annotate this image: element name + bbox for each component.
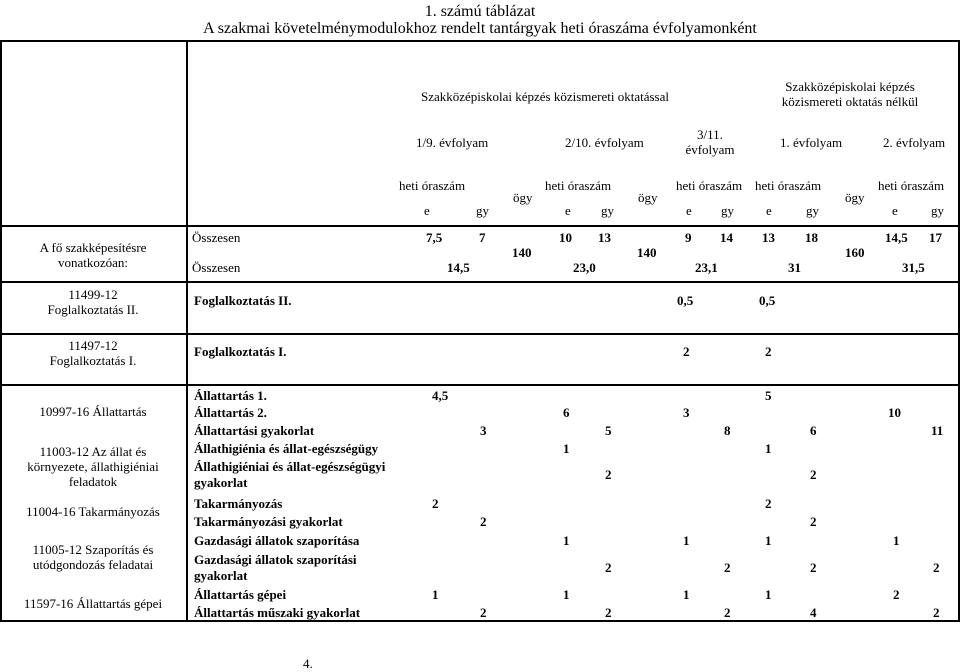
value: 2 xyxy=(765,496,772,511)
fo-label-line-1: A fő szakképesítésre xyxy=(39,240,147,255)
subject-takarmanyozasi-gyakorlat: Takarmányozási gyakorlat xyxy=(194,514,343,529)
ogy-2: ögy xyxy=(638,190,658,205)
module-11497-code: 11497-12 xyxy=(68,338,118,353)
rule xyxy=(0,40,2,622)
rule xyxy=(186,40,188,622)
subject-muszaki-gyakorlat: Állattartás műszaki gyakorlat xyxy=(194,605,361,620)
osszesen-value: 17 xyxy=(929,230,942,245)
value: 3 xyxy=(480,423,487,438)
osszesen-2-value: 14,5 xyxy=(447,260,470,275)
value: 2 xyxy=(605,467,612,482)
subject-allattartasi-gyakorlat: Állattartási gyakorlat xyxy=(194,423,315,438)
osszesen-value: 18 xyxy=(805,230,818,245)
value: 11 xyxy=(931,423,944,438)
value: 1 xyxy=(765,533,772,548)
subject-szaporitasi-gyakorlat-line-1: Gazdasági állatok szaporítási xyxy=(194,552,357,567)
rule xyxy=(0,225,960,227)
subject-foglalkoztatas-2: Foglalkoztatás II. xyxy=(194,293,292,308)
subject-foglalkoztatas-1: Foglalkoztatás I. xyxy=(194,344,287,359)
ogy-value: 140 xyxy=(512,245,532,260)
col-gy: gy xyxy=(931,203,944,218)
module-11003-line-2: környezete, állathigiéniai xyxy=(27,459,159,474)
osszesen-value: 14 xyxy=(720,230,733,245)
osszesen-value: 10 xyxy=(559,230,572,245)
table-title: A szakmai követelménymodulokhoz rendelt tantárgyak heti óraszáma évfolyamonként xyxy=(203,20,757,37)
module-11004: 11004-16 Takarmányozás xyxy=(26,504,160,519)
value: 5 xyxy=(765,388,772,403)
rule xyxy=(0,620,960,622)
value: 1 xyxy=(563,587,570,602)
value: 1 xyxy=(563,533,570,548)
value: 1 xyxy=(893,533,900,548)
osszesen-value: 9 xyxy=(685,230,692,245)
year-3-11-line-2: évfolyam xyxy=(685,142,735,157)
value: 2 xyxy=(765,344,772,359)
table-number: 1. számú táblázat xyxy=(424,3,536,20)
value: 2 xyxy=(605,560,612,575)
value: 1 xyxy=(683,533,690,548)
subject-allattartas-2: Állattartás 2. xyxy=(194,405,267,420)
value: 1 xyxy=(563,441,570,456)
year-1: 1. évfolyam xyxy=(780,135,843,150)
osszesen-value: 14,5 xyxy=(885,230,908,245)
col-e: e xyxy=(565,203,571,218)
rule xyxy=(0,384,960,386)
col-e: e xyxy=(892,203,898,218)
rule xyxy=(0,40,960,42)
value: 2 xyxy=(605,605,612,620)
subject-allathigienia: Állathigiénia és állat-egészségügy xyxy=(194,441,379,456)
value: 2 xyxy=(893,587,900,602)
subject-allathigieniai-gyakorlat-line-1: Állathigiéniai és állat-egészségügyi xyxy=(194,459,386,474)
ogy-value: 160 xyxy=(845,245,865,260)
osszesen-2-value: 23,1 xyxy=(695,260,718,275)
osszesen-2-value: 31 xyxy=(788,260,801,275)
value: 2 xyxy=(810,514,817,529)
osszesen-label: Összesen xyxy=(192,230,241,245)
subject-takarmanyozas: Takarmányozás xyxy=(194,496,283,511)
heti-oraszam-1: heti óraszám xyxy=(399,178,466,193)
value: 6 xyxy=(563,405,570,420)
osszesen-value: 13 xyxy=(598,230,611,245)
osszesen-value: 7,5 xyxy=(426,230,443,245)
subject-allattartas-1: Állattartás 1. xyxy=(194,388,267,403)
subject-szaporitas: Gazdasági állatok szaporítása xyxy=(194,533,360,548)
osszesen-value: 7 xyxy=(479,230,486,245)
year-2: 2. évfolyam xyxy=(883,135,946,150)
value: 3 xyxy=(683,405,690,420)
page-number: 4. xyxy=(303,656,313,671)
col-e: e xyxy=(766,203,772,218)
value: 8 xyxy=(724,423,731,438)
col-e: e xyxy=(686,203,692,218)
heti-oraszam-5: heti óraszám xyxy=(878,178,945,193)
header-group-2-line-1: Szakközépiskolai képzés xyxy=(785,79,915,94)
rule xyxy=(0,281,960,283)
heti-oraszam-3: heti óraszám xyxy=(676,178,743,193)
rule xyxy=(0,333,960,335)
header-group-1: Szakközépiskolai képzés közismereti oktatással xyxy=(420,89,669,104)
value: 4 xyxy=(810,605,817,620)
module-11499-code: 11499-12 xyxy=(68,287,118,302)
module-11499-name: Foglalkoztatás II. xyxy=(47,302,139,317)
col-e: e xyxy=(424,203,430,218)
value: 2 xyxy=(480,605,487,620)
heti-oraszam-2: heti óraszám xyxy=(545,178,612,193)
col-gy: gy xyxy=(601,203,614,218)
value: 1 xyxy=(765,441,772,456)
header-group-2-line-2: közismereti oktatás nélkül xyxy=(781,94,919,109)
value: 2 xyxy=(724,560,731,575)
col-gy: gy xyxy=(476,203,489,218)
module-11005-line-1: 11005-12 Szaporítás és xyxy=(32,542,154,557)
value: 1 xyxy=(765,587,772,602)
ogy-1: ögy xyxy=(513,190,533,205)
value: 6 xyxy=(810,423,817,438)
module-11497-name: Foglalkoztatás I. xyxy=(49,353,137,368)
ogy-value: 140 xyxy=(637,245,657,260)
value: 1 xyxy=(683,587,690,602)
value: 2 xyxy=(810,560,817,575)
value: 2 xyxy=(933,560,940,575)
value: 2 xyxy=(933,605,940,620)
subject-szaporitasi-gyakorlat-line-2: gyakorlat xyxy=(194,568,248,583)
module-11003-line-1: 11003-12 Az állat és xyxy=(39,444,147,459)
module-11597: 11597-16 Állattartás gépei xyxy=(23,596,163,611)
value: 4,5 xyxy=(432,388,449,403)
value: 2 xyxy=(683,344,690,359)
module-10997: 10997-16 Állattartás xyxy=(39,404,147,419)
subject-allathigieniai-gyakorlat-line-2: gyakorlat xyxy=(194,475,248,490)
osszesen-2-value: 31,5 xyxy=(902,260,925,275)
heti-oraszam-4: heti óraszám xyxy=(755,178,822,193)
col-gy: gy xyxy=(721,203,734,218)
year-3-11-line-1: 3/11. xyxy=(697,127,723,142)
osszesen-2-value: 23,0 xyxy=(573,260,596,275)
value: 2 xyxy=(724,605,731,620)
year-1-9: 1/9. évfolyam xyxy=(416,135,489,150)
value: 0,5 xyxy=(759,293,776,308)
value: 0,5 xyxy=(677,293,694,308)
ogy-3: ögy xyxy=(845,190,865,205)
subject-allattartas-gepei: Állattartás gépei xyxy=(194,587,287,602)
module-11005-line-2: utódgondozás feladatai xyxy=(32,557,154,572)
year-2-10: 2/10. évfolyam xyxy=(565,135,644,150)
value: 2 xyxy=(810,467,817,482)
value: 10 xyxy=(888,405,901,420)
value: 2 xyxy=(432,496,439,511)
osszesen-2-label: Összesen xyxy=(192,260,241,275)
osszesen-value: 13 xyxy=(762,230,775,245)
value: 5 xyxy=(605,423,612,438)
col-gy: gy xyxy=(806,203,819,218)
value: 1 xyxy=(432,587,439,602)
module-11003-line-3: feladatok xyxy=(68,474,118,489)
value: 2 xyxy=(480,514,487,529)
fo-label-line-2: vonatkozóan: xyxy=(57,255,129,270)
